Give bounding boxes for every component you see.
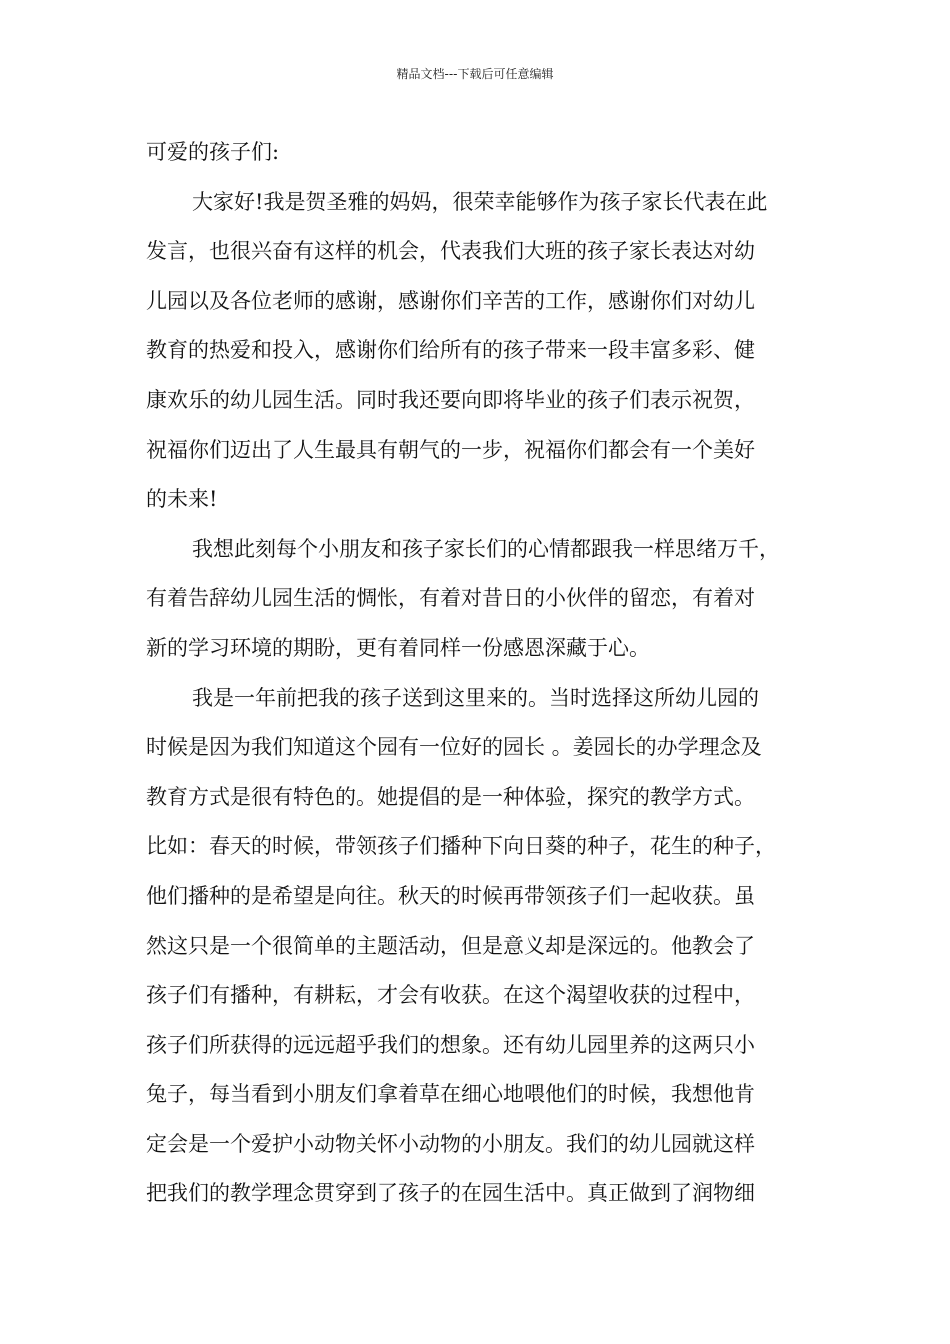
paragraph-line: 大家好!我是贺圣雅的妈妈，很荣幸能够作为孩子家长代表在此 bbox=[192, 189, 768, 214]
salutation: 可爱的孩子们: bbox=[146, 140, 280, 164]
paragraph-line: 有着告辞幼儿园生活的惆怅，有着对昔日的小伙伴的留恋，有着对 bbox=[146, 586, 755, 611]
paragraph-line: 的未来! bbox=[146, 487, 218, 512]
paragraph-line: 康欢乐的幼儿园生活。同时我还要向即将毕业的孩子们表示祝贺， bbox=[146, 387, 755, 412]
paragraph-line: 他们播种的是希望是向往。秋天的时候再带领孩子们一起收获。虽 bbox=[146, 883, 755, 908]
paragraph-line: 新的学习环境的期盼，更有着同样一份感恩深藏于心。 bbox=[146, 635, 650, 660]
paragraph-line: 儿园以及各位老师的感谢，感谢你们辛苦的工作，感谢你们对幼儿 bbox=[146, 288, 755, 313]
paragraph-line: 比如：春天的时候，带领孩子们播种下向日葵的种子，花生的种子， bbox=[146, 834, 776, 859]
paragraph-line: 祝福你们迈出了人生最具有朝气的一步，祝福你们都会有一个美好 bbox=[146, 437, 755, 462]
paragraph-1 bbox=[146, 178, 810, 525]
paragraph-line: 把我们的教学理念贯穿到了孩子的在园生活中。真正做到了润物细 bbox=[146, 1181, 755, 1206]
paragraph-2 bbox=[146, 525, 810, 674]
paragraph-line: 教育方式是很有特色的。她提倡的是一种体验，探究的教学方式。 bbox=[146, 784, 755, 809]
paragraph-line: 兔子，每当看到小朋友们拿着草在细心地喂他们的时候，我想他肯 bbox=[146, 1082, 755, 1107]
paragraph-line: 教育的热爱和投入，感谢你们给所有的孩子带来一段丰富多彩、健 bbox=[146, 338, 755, 363]
paragraph-line: 发言，也很兴奋有这样的机会，代表我们大班的孩子家长表达对幼 bbox=[146, 239, 755, 264]
paragraph-line: 孩子们有播种，有耕耘，才会有收获。在这个渴望收获的过程中， bbox=[146, 983, 755, 1008]
document-body bbox=[146, 128, 810, 1219]
paragraph-3 bbox=[146, 674, 810, 1220]
paragraph-line: 我是一年前把我的孩子送到这里来的。当时选择这所幼儿园的 bbox=[192, 685, 759, 710]
paragraph-line: 然这只是一个很简单的主题活动，但是意义却是深远的。他教会了 bbox=[146, 933, 755, 958]
paragraph-line: 定会是一个爱护小动物关怀小动物的小朋友。我们的幼儿园就这样 bbox=[146, 1131, 755, 1156]
page-header: 精品文档---下载后可任意编辑 bbox=[396, 67, 554, 81]
paragraph-line: 孩子们所获得的远远超乎我们的想象。还有幼儿园里养的这两只小 bbox=[146, 1032, 755, 1057]
paragraph-line: 我想此刻每个小朋友和孩子家长们的心情都跟我一样思绪万千， bbox=[192, 536, 780, 561]
paragraph-line: 时候是因为我们知道这个园有一位好的园长 。姜园长的办学理念及 bbox=[146, 735, 762, 760]
